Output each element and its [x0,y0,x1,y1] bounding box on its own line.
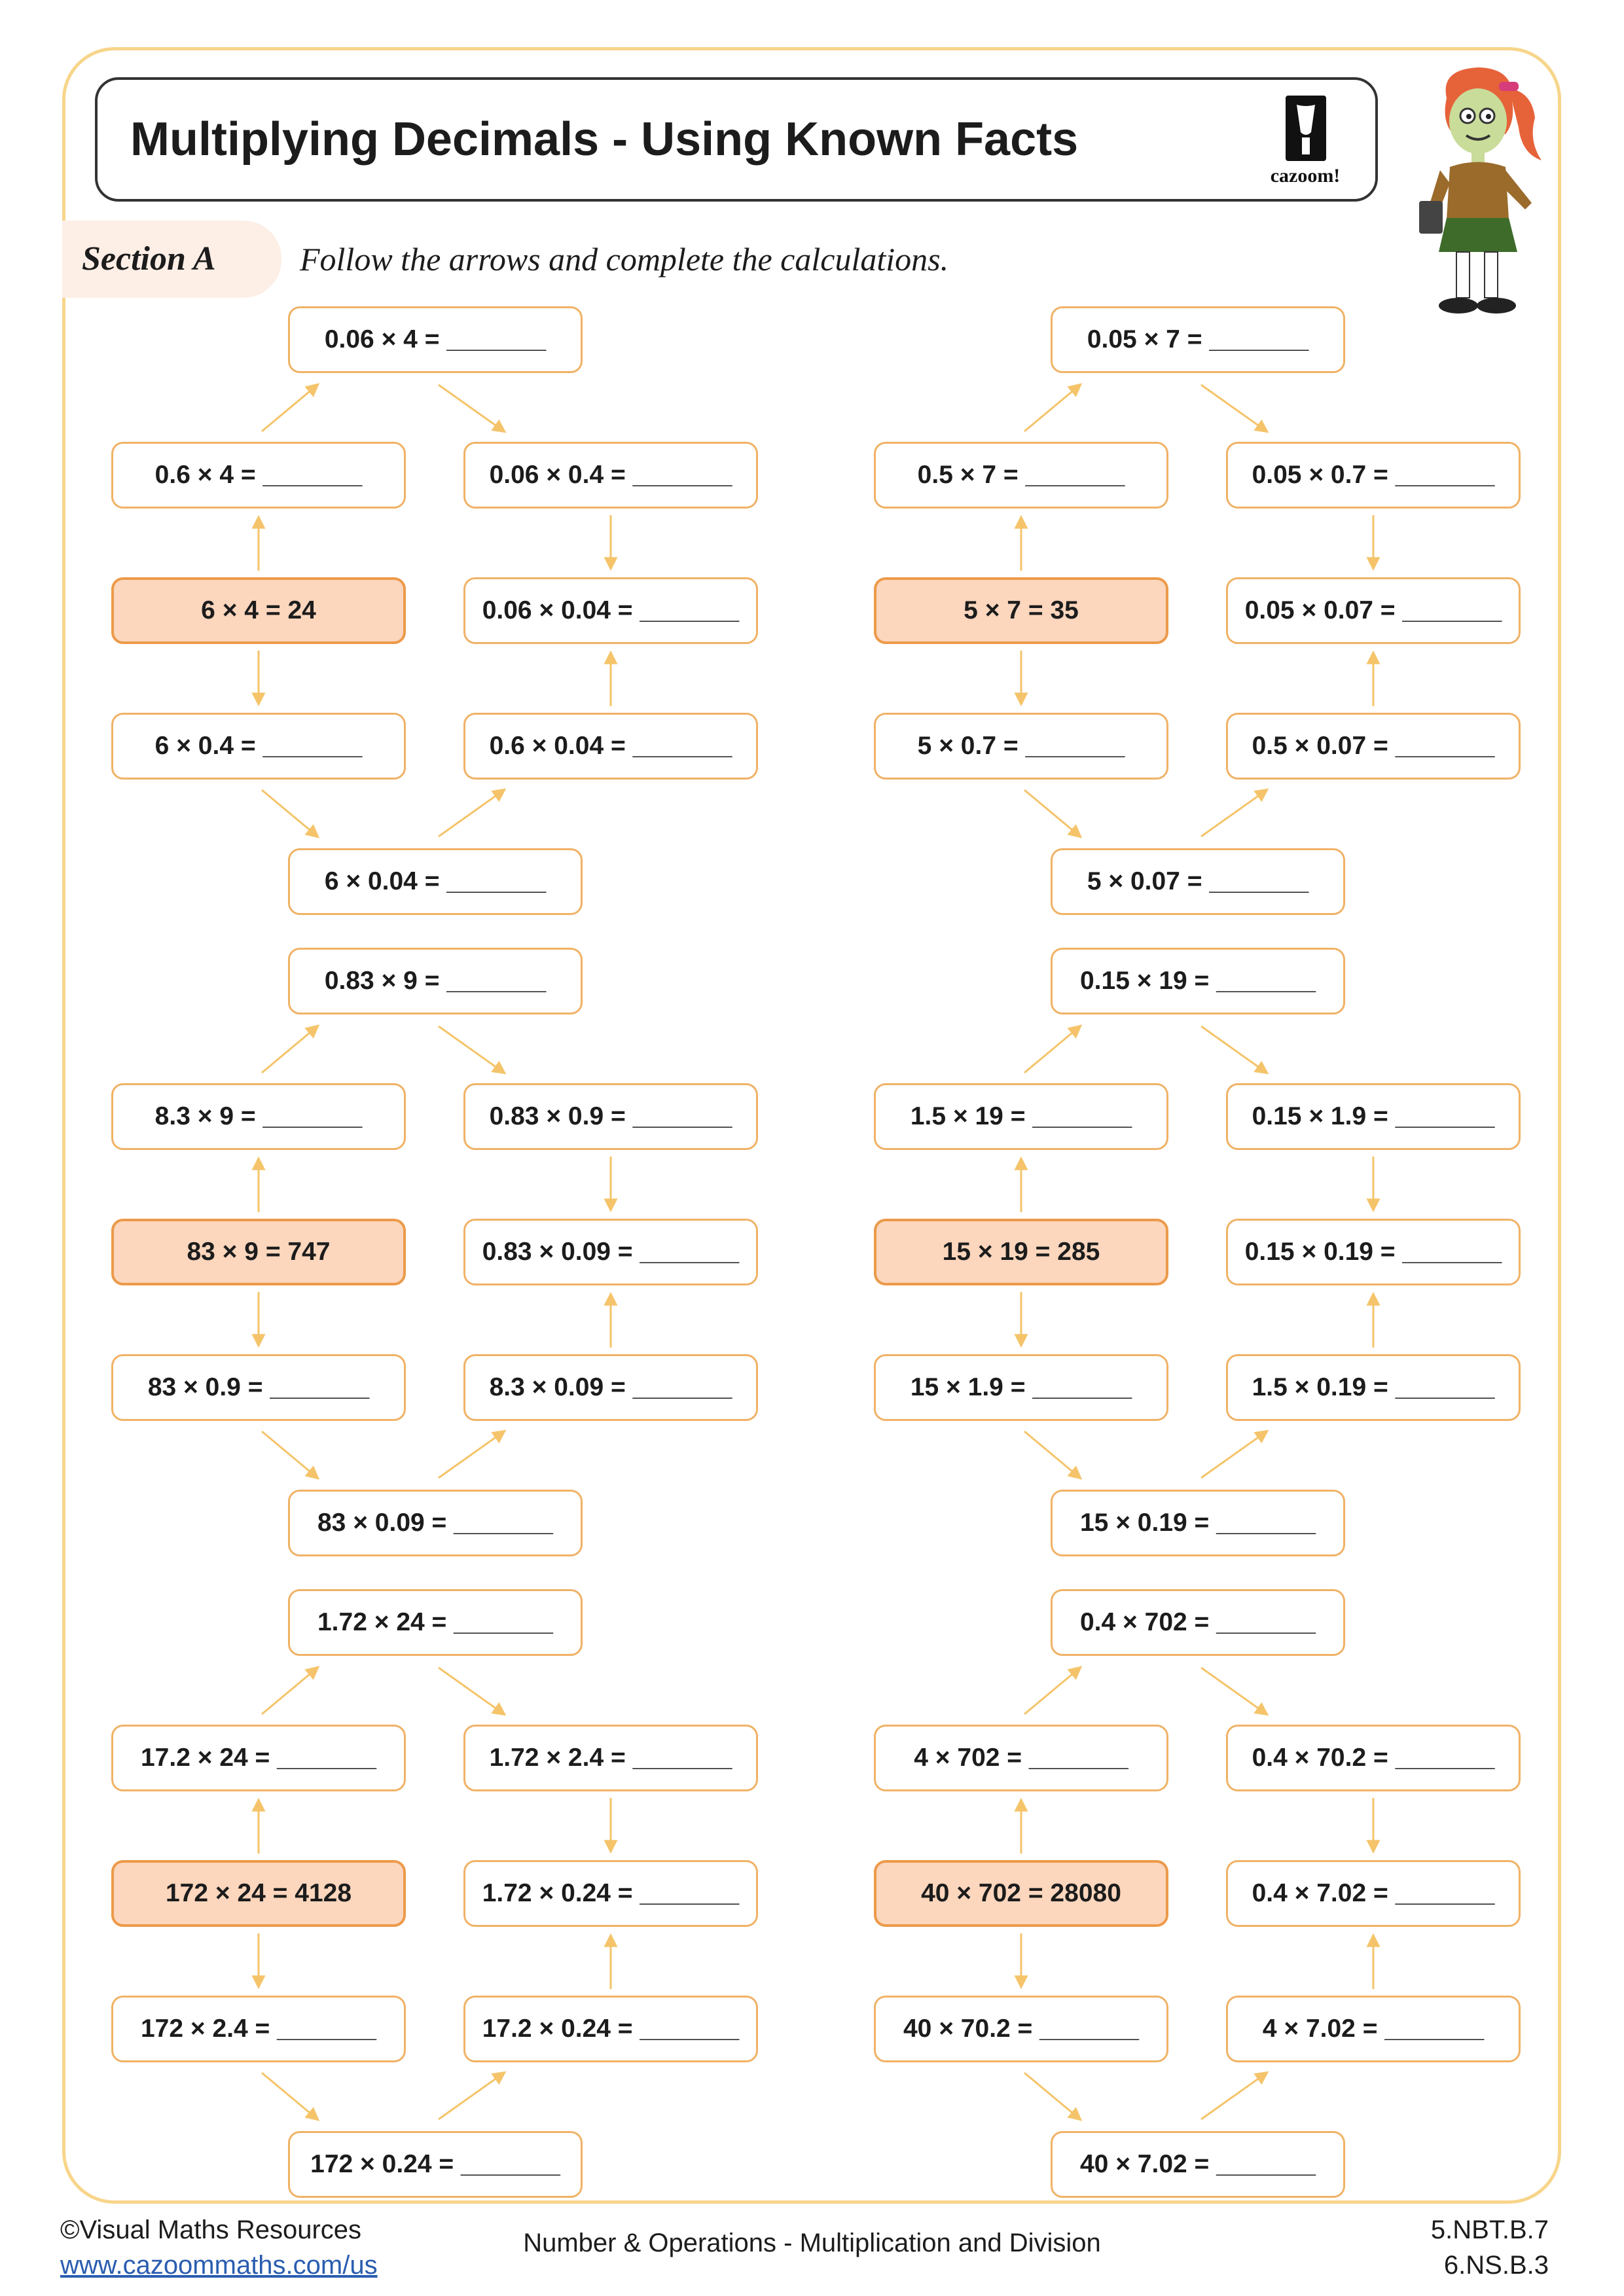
arrow [1024,1668,1080,1714]
calculation-box-top[interactable]: 0.15 × 19 = _______ [1051,948,1345,1014]
calculation-box-middle-right[interactable]: 0.4 × 7.02 = _______ [1226,1860,1521,1927]
standard-code: 5.NBT.B.7 [1430,2215,1549,2244]
arrow [1201,385,1267,431]
arrow [439,1026,504,1073]
footer-right [1431,2212,1549,2283]
calculation-box-top[interactable]: 0.4 × 702 = _______ [1051,1589,1345,1656]
calculation-box-upper-left[interactable]: 0.5 × 7 = _______ [874,442,1168,509]
calculation-box-upper-left[interactable]: 17.2 × 24 = _______ [111,1725,406,1791]
arrow [1024,2073,1080,2119]
arrow [1201,1431,1267,1478]
arrow [1024,1026,1080,1073]
arrow [262,1668,317,1714]
logo-text: cazoom! [1270,165,1341,187]
calculation-box-upper-right[interactable]: 0.4 × 70.2 = _______ [1226,1725,1521,1791]
arrow [262,385,317,431]
known-fact-box: 172 × 24 = 4128 [111,1860,406,1927]
calculation-box-bottom[interactable]: 83 × 0.09 = _______ [288,1490,583,1556]
calculation-box-top[interactable]: 0.06 × 4 = _______ [288,306,583,373]
calculation-box-top[interactable]: 0.05 × 7 = _______ [1051,306,1345,373]
instruction-text: Follow the arrows and complete the calculations. [300,241,949,278]
calculation-box-lower-right[interactable]: 0.5 × 0.07 = _______ [1226,713,1521,780]
calculation-box-bottom[interactable]: 172 × 0.24 = _______ [288,2131,583,2198]
website-link[interactable]: www.cazoommaths.com/us [60,2251,378,2280]
known-fact-box: 6 × 4 = 24 [111,577,406,644]
calculation-box-lower-left[interactable]: 172 × 2.4 = _______ [111,1996,406,2062]
calculation-box-upper-right[interactable]: 0.06 × 0.4 = _______ [463,442,758,509]
arrow [439,1431,504,1478]
arrow [439,385,504,431]
calculation-box-upper-left[interactable]: 1.5 × 19 = _______ [874,1083,1168,1150]
calculation-box-lower-right[interactable]: 8.3 × 0.09 = _______ [463,1354,758,1421]
known-fact-box: 83 × 9 = 747 [111,1219,406,1285]
topic-text: Number & Operations - Multiplication and Division [523,2229,1101,2257]
copyright-text: ©Visual Maths Resources [60,2215,362,2244]
calculation-box-lower-right[interactable]: 1.5 × 0.19 = _______ [1226,1354,1521,1421]
calculation-box-bottom[interactable]: 40 × 7.02 = _______ [1051,2131,1345,2198]
calculation-box-bottom[interactable]: 6 × 0.04 = _______ [288,848,583,915]
calculation-box-upper-right[interactable]: 1.72 × 2.4 = _______ [463,1725,758,1791]
arrow [262,1431,317,1478]
calculation-box-upper-right[interactable]: 0.83 × 0.9 = _______ [463,1083,758,1150]
calculation-box-upper-left[interactable]: 4 × 702 = _______ [874,1725,1168,1791]
arrow [1201,1026,1267,1073]
calculation-box-bottom[interactable]: 15 × 0.19 = _______ [1051,1490,1345,1556]
calculation-box-lower-left[interactable]: 5 × 0.7 = _______ [874,713,1168,780]
known-fact-box: 40 × 702 = 28080 [874,1860,1168,1927]
arrow [439,1668,504,1714]
calculation-box-lower-left[interactable]: 6 × 0.4 = _______ [111,713,406,780]
calculation-box-middle-right[interactable]: 0.15 × 0.19 = _______ [1226,1219,1521,1285]
calculation-box-lower-right[interactable]: 4 × 7.02 = _______ [1226,1996,1521,2062]
calculation-box-lower-left[interactable]: 83 × 0.9 = _______ [111,1354,406,1421]
arrow [1024,385,1080,431]
arrow [1201,2073,1267,2119]
calculation-box-lower-right[interactable]: 17.2 × 0.24 = _______ [463,1996,758,2062]
arrow [439,790,504,836]
calculation-box-middle-right[interactable]: 0.06 × 0.04 = _______ [463,577,758,644]
arrow [262,790,317,836]
arrow [262,2073,317,2119]
known-fact-box: 15 × 19 = 285 [874,1219,1168,1285]
arrow [439,2073,504,2119]
calculation-box-bottom[interactable]: 5 × 0.07 = _______ [1051,848,1345,915]
calculation-box-top[interactable]: 0.83 × 9 = _______ [288,948,583,1014]
page-title: Multiplying Decimals - Using Known Facts [130,113,1079,166]
arrow [262,1026,317,1073]
calculation-box-middle-right[interactable]: 1.72 × 0.24 = _______ [463,1860,758,1927]
standard-code: 6.NS.B.3 [1443,2251,1549,2280]
calculation-box-lower-right[interactable]: 0.6 × 0.04 = _______ [463,713,758,780]
arrow [1024,790,1080,836]
calculation-box-middle-right[interactable]: 0.83 × 0.09 = _______ [463,1219,758,1285]
calculation-box-top[interactable]: 1.72 × 24 = _______ [288,1589,583,1656]
calculation-box-lower-left[interactable]: 15 × 1.9 = _______ [874,1354,1168,1421]
arrow [1024,1431,1080,1478]
arrow [1201,790,1267,836]
calculation-box-upper-left[interactable]: 0.6 × 4 = _______ [111,442,406,509]
calculation-box-upper-right[interactable]: 0.15 × 1.9 = _______ [1226,1083,1521,1150]
calculation-box-upper-left[interactable]: 8.3 × 9 = _______ [111,1083,406,1150]
arrow [1201,1668,1267,1714]
known-fact-box: 5 × 7 = 35 [874,577,1168,644]
calculation-box-upper-right[interactable]: 0.05 × 0.7 = _______ [1226,442,1521,509]
calculation-box-middle-right[interactable]: 0.05 × 0.07 = _______ [1226,577,1521,644]
section-label: Section A [62,221,281,298]
calculation-box-lower-left[interactable]: 40 × 70.2 = _______ [874,1996,1168,2062]
